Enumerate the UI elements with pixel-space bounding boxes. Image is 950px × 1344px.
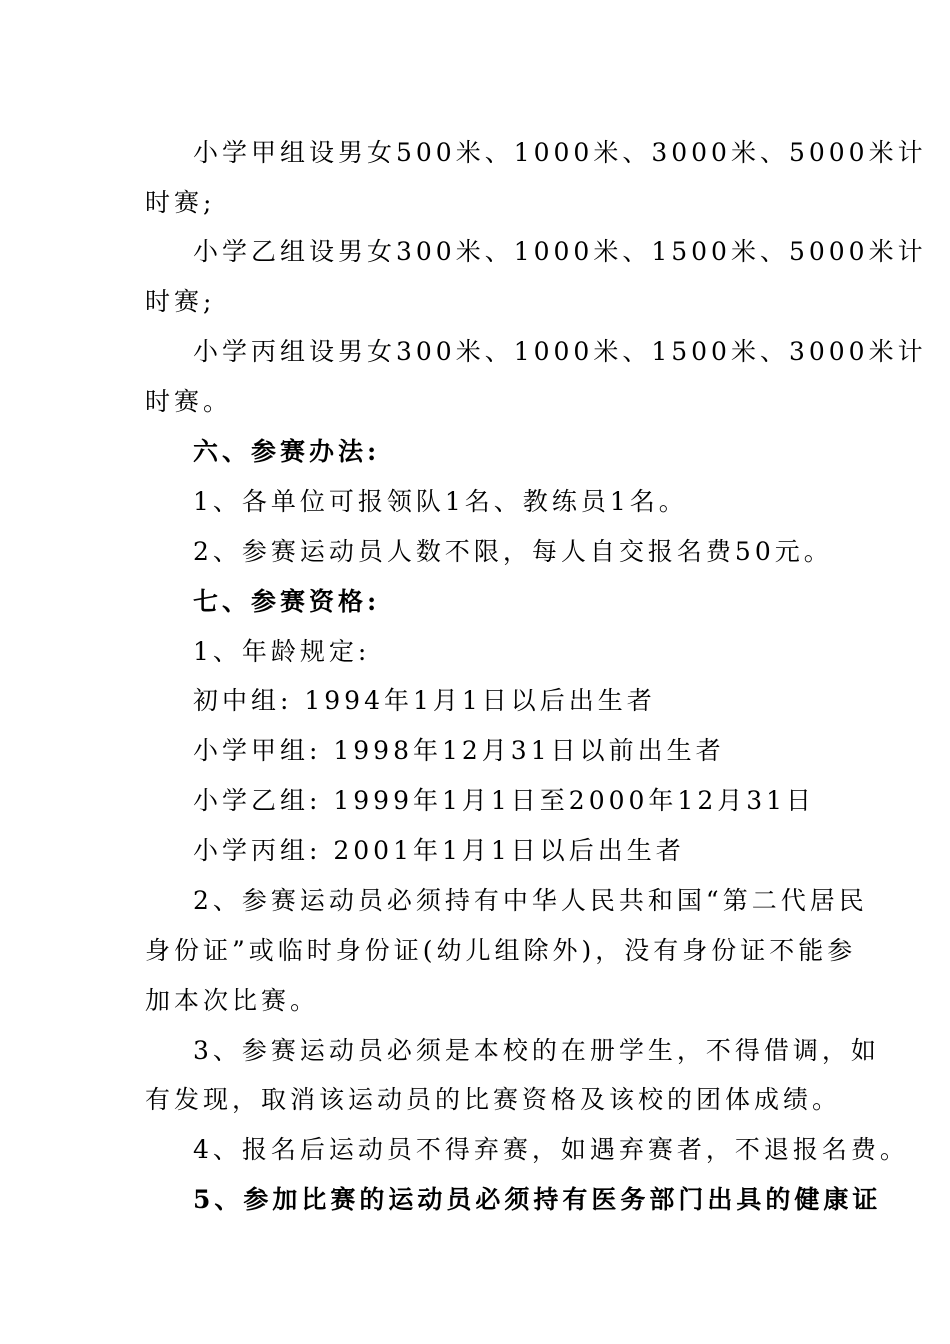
paragraph-line: 5、参加比赛的运动员必须持有医务部门出具的健康证 — [193, 1185, 882, 1214]
paragraph-line: 有发现，取消该运动员的比赛资格及该校的团体成绩。 — [145, 1085, 842, 1114]
paragraph-line: 小学甲组: 1998年12月31日以前出生者 — [193, 736, 725, 765]
paragraph-line: 1、年龄规定: — [193, 637, 371, 666]
paragraph-line: 小学甲组设男女500米、1000米、3000米、5000米计 — [193, 138, 927, 167]
paragraph-line: 小学乙组: 1999年1月1日至2000年12月31日 — [193, 786, 816, 815]
paragraph-line: 4、报名后运动员不得弃赛，如遇弃赛者，不退报名费。 — [193, 1135, 909, 1164]
paragraph-line: 1、各单位可报领队1名、教练员1名。 — [193, 487, 688, 516]
paragraph-line: 2、参赛运动员必须持有中华人民共和国“第二代居民 — [193, 886, 868, 915]
paragraph-line: 初中组: 1994年1月1日以后出生者 — [193, 686, 656, 715]
paragraph-line: 时赛。 — [145, 387, 233, 416]
paragraph-line: 小学乙组设男女300米、1000米、1500米、5000米计 — [193, 237, 927, 266]
section-heading: 六、参赛办法: — [193, 437, 381, 466]
section-heading: 七、参赛资格: — [193, 587, 381, 616]
paragraph-line: 时赛; — [145, 287, 216, 316]
paragraph-line: 加本次比赛。 — [145, 986, 320, 1015]
paragraph-line: 小学丙组: 2001年1月1日以后出生者 — [193, 836, 685, 865]
paragraph-line: 2、参赛运动员人数不限，每人自交报名费50元。 — [193, 537, 833, 566]
paragraph-line: 身份证”或临时身份证(幼儿组除外)，没有身份证不能参 — [145, 936, 857, 965]
paragraph-line: 3、参赛运动员必须是本校的在册学生，不得借调，如 — [193, 1036, 880, 1065]
paragraph-line: 时赛; — [145, 188, 216, 217]
paragraph-line: 小学丙组设男女300米、1000米、1500米、3000米计 — [193, 337, 927, 366]
